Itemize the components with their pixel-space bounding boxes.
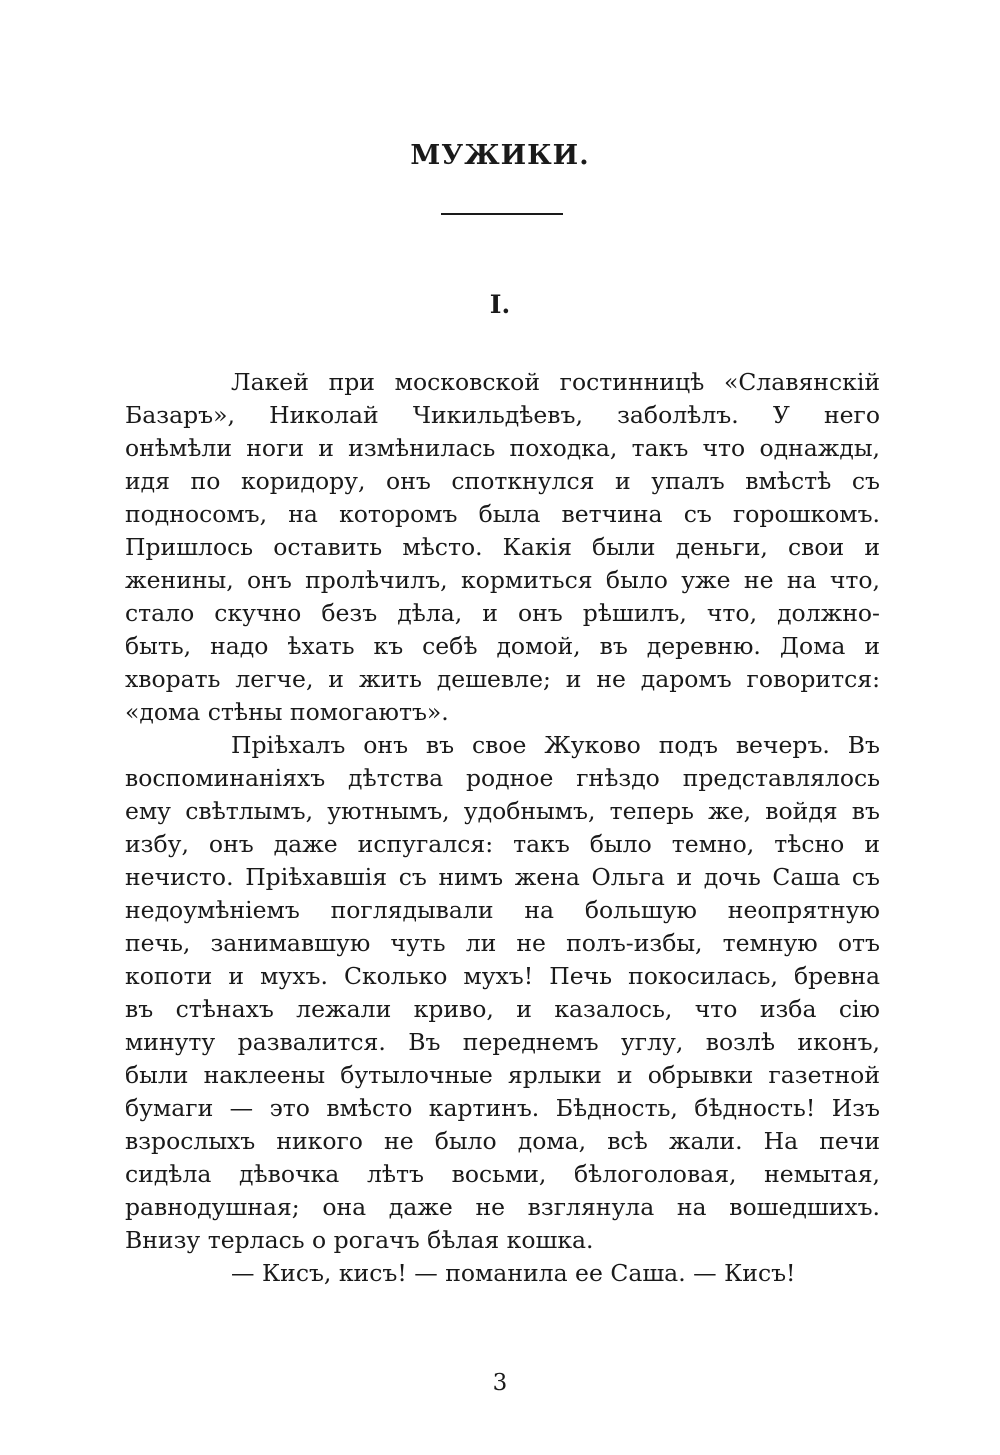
text-line: минуту развалится. Въ переднемъ углу, возлѣ иконъ, — [125, 1028, 880, 1056]
page-number: 3 — [492, 1370, 508, 1396]
text-line: ему свѣтлымъ, уютнымъ, удобнымъ, теперь же, войдя въ — [125, 797, 880, 825]
text-line: — Кисъ, кисъ! — поманила ее Саша. — Кисъ! — [231, 1259, 796, 1287]
text-line: избу, онъ даже испугался: такъ было темно, тѣсно и — [125, 830, 880, 858]
text-line: печь, занимавшую чуть ли не полъ-избы, темную отъ — [125, 929, 880, 957]
text-line: взрослыхъ никого не было дома, всѣ жали. На печи — [125, 1127, 880, 1155]
story-title: МУЖИКИ. — [410, 140, 590, 171]
text-line: нечисто. Пріѣхавшія съ нимъ жена Ольга и дочь Саша съ — [125, 863, 880, 891]
text-line: женины, онъ пролѣчилъ, кормиться было уже не на что, — [125, 566, 880, 594]
text-line: копоти и мухъ. Сколько мухъ! Печь покосилась, бревна — [125, 962, 880, 990]
text-line: Базаръ», Николай Чикильдѣевъ, заболѣлъ. У него — [125, 401, 880, 429]
text-line: бумаги — это вмѣсто картинъ. Бѣдность, бѣдность! Изъ — [125, 1094, 880, 1122]
text-line: Внизу терлась о рогачъ бѣлая кошка. — [125, 1226, 594, 1254]
text-line: онѣмѣли ноги и измѣнилась походка, такъ что однажды, — [125, 434, 880, 462]
text-line: равнодушная; она даже не взглянула на вошедшихъ. — [125, 1193, 880, 1221]
title-divider — [441, 213, 563, 215]
text-line: хворать легче, и жить дешевле; и не даромъ говорится: — [125, 665, 880, 693]
text-line: недоумѣніемъ поглядывали на большую неопрятную — [125, 896, 880, 924]
text-line: Лакей при московской гостинницѣ «Славянскій — [231, 368, 880, 396]
text-line: воспоминаніяхъ дѣтства родное гнѣздо представлялось — [125, 764, 880, 792]
body-text — [125, 366, 880, 1290]
text-line: «дома стѣны помогаютъ». — [125, 698, 449, 726]
text-line: въ стѣнахъ лежали криво, и казалось, что изба сію — [125, 995, 880, 1023]
text-line: быть, надо ѣхать къ себѣ домой, въ деревню. Дома и — [125, 632, 880, 660]
text-line: стало скучно безъ дѣла, и онъ рѣшилъ, что, должно- — [125, 599, 880, 627]
text-line: идя по коридору, онъ споткнулся и упалъ вмѣстѣ съ — [125, 467, 880, 495]
chapter-heading: I. — [489, 290, 511, 319]
text-line: были наклеены бутылочные ярлыки и обрывки газетной — [125, 1061, 880, 1089]
text-line: Пришлось оставить мѣсто. Какія были деньги, свои и — [125, 533, 880, 561]
text-line: подносомъ, на которомъ была ветчина съ горошкомъ. — [125, 500, 880, 528]
text-line: сидѣла дѣвочка лѣтъ восьми, бѣлоголовая, немытая, — [125, 1160, 880, 1188]
text-line: Пріѣхалъ онъ въ свое Жуково подъ вечеръ. Въ — [231, 731, 880, 759]
